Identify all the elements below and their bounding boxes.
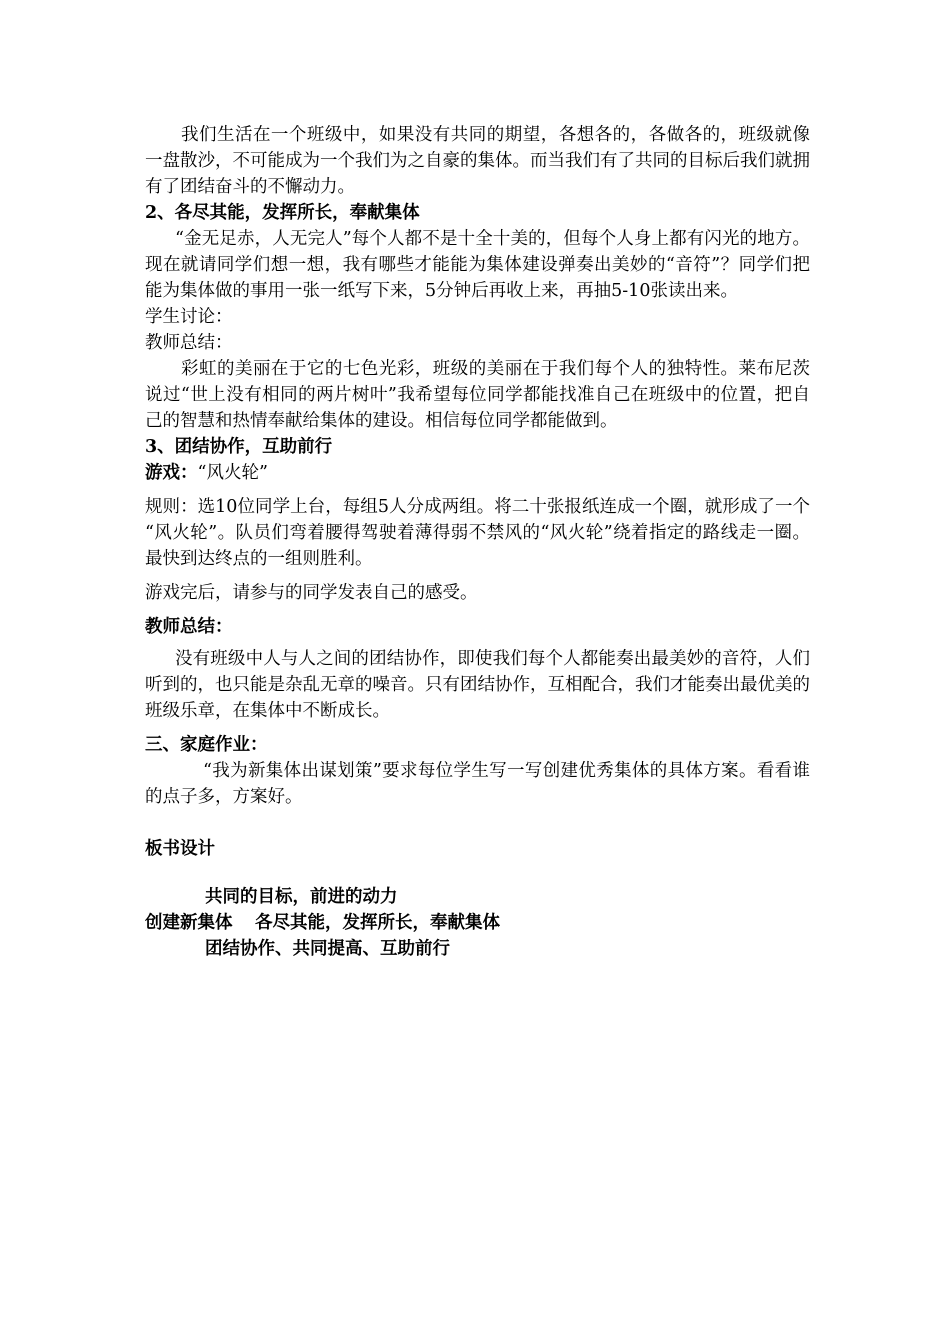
homework-paragraph: “我为新集体出谋划策”要求每位学生写一写创建优秀集体的具体方案。看看谁的点子多，方案好。 [145, 761, 810, 807]
game-name: “风火轮” [197, 463, 268, 483]
teacher-summary-label: 教师总结： [145, 333, 233, 353]
intro-paragraph: 我们生活在一个班级中，如果没有共同的期望，各想各的，各做各的，班级就像一盘散沙，不可能成为一个我们为之自豪的集体。而当我们有了共同的目标后我们就拥有了团结奋斗的不懈动力。 [145, 125, 810, 197]
section-heading-2: 2、各尽其能，发挥所长，奉献集体 [145, 203, 420, 223]
game-line [145, 460, 810, 486]
board-line-3 [145, 936, 810, 962]
rules-paragraph: 规则：选10位同学上台，每组5人分成两组。将二十张报纸连成一个圈，就形成了一个 “风火轮”。队员们弯着腰得驾驶着薄得弱不禁风的“风火轮”绕着指定的路线走一圈。最快到达终点的一组则胜利。 [145, 497, 810, 569]
section-heading-3: 3、团结协作，互助前行 [145, 437, 333, 457]
board-line-1 [145, 884, 810, 910]
cooperation-paragraph: 没有班级中人与人之间的团结协作，即使我们每个人都能奏出最美妙的音符，人们听到的，也只能是杂乱无章的噪音。只有团结协作，互相配合，我们才能奏出最优美的班级乐章，在集体中不断成长。 [145, 649, 810, 721]
after-game-paragraph: 游戏完后，请参与的同学发表自己的感受。 [145, 583, 478, 603]
board-design [145, 884, 810, 962]
student-discussion-label: 学生讨论： [145, 307, 233, 327]
game-label: 游戏： [145, 463, 198, 483]
section2-paragraph: “金无足赤，人无完人”每个人都不是十全十美的，但每个人身上都有闪光的地方。现在就请同学们想一想，我有哪些才能能为集体建设弹奏出美妙的“音符”？同学们把能为集体做的事用一张一纸写下来，5分钟后再收上来，再抽5-10张读出来。 [145, 229, 810, 301]
homework-heading: 三、家庭作业： [145, 735, 268, 755]
board-line-2 [145, 910, 810, 936]
board-design-heading: 板书设计 [145, 839, 215, 859]
board-center-label: 创建新集体 [145, 913, 233, 933]
teacher-summary-heading: 教师总结： [145, 617, 233, 637]
board-line-1-text: 共同的目标，前进的动力 [205, 887, 398, 907]
rainbow-paragraph: 彩虹的美丽在于它的七色光彩，班级的美丽在于我们每个人的独特性。莱布尼茨说过“世上没有相同的两片树叶”我希望每位同学都能找准自己在班级中的位置，把自己的智慧和热情奉献给集体的建设。相信每位同学都能做到。 [145, 359, 810, 431]
board-line-3-text: 团结协作、共同提高、互助前行 [205, 939, 450, 959]
board-line-2-text: 各尽其能，发挥所长，奉献集体 [255, 913, 500, 933]
document-page [145, 122, 810, 962]
